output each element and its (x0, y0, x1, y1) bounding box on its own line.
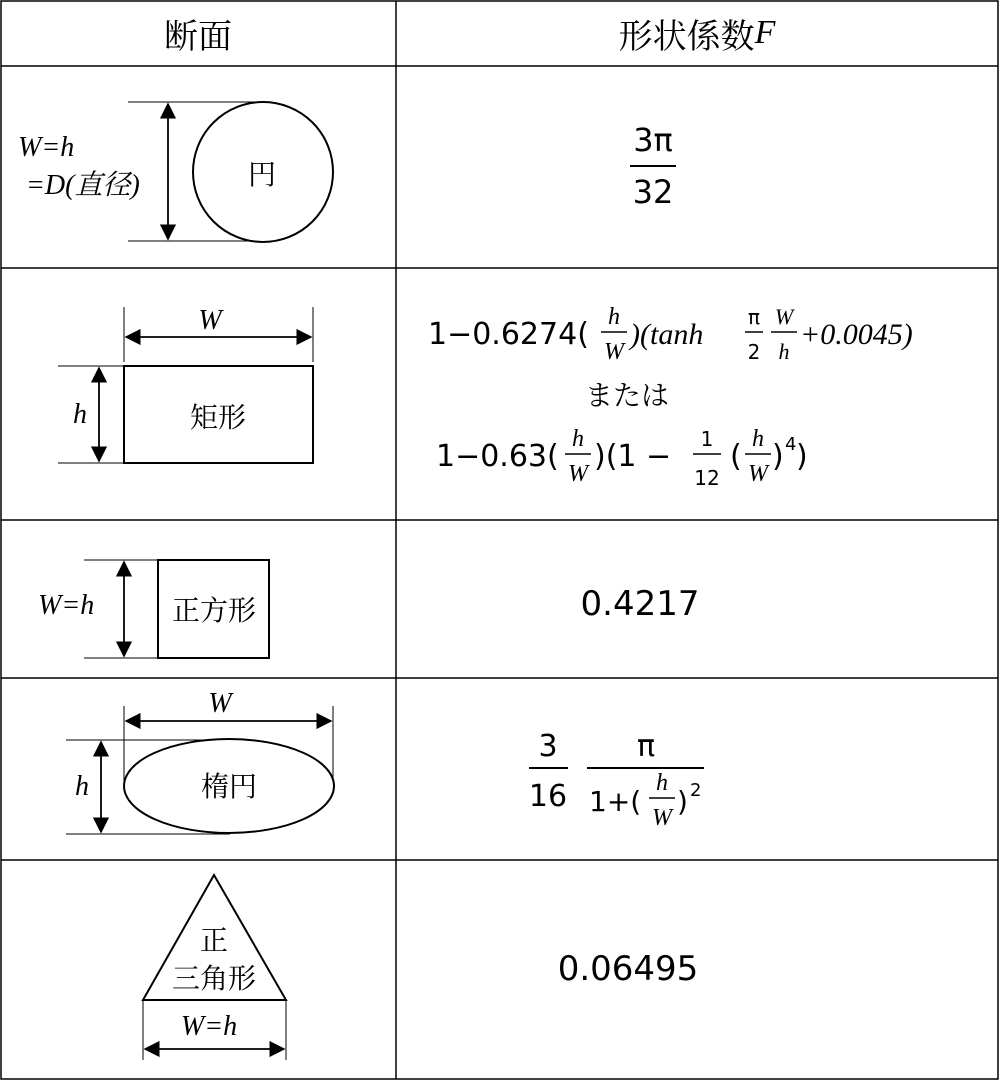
rect-f2-open: ( (730, 439, 742, 474)
ellipse-f-b-den-exp: 2 (690, 780, 702, 801)
rect-f2-end: ) (796, 439, 808, 474)
ellipse-formula (529, 729, 704, 831)
ellipse-diagram (66, 688, 334, 834)
header-factor-label: 形状係数 (618, 16, 755, 57)
rect-or-text: または (584, 379, 670, 412)
ellipse-dim-w: W (208, 688, 232, 719)
square-dim: W=h (38, 590, 95, 621)
rect-f2-frac-den: W (568, 461, 588, 487)
header-section-label: 断面 (164, 16, 232, 57)
rect-f2-frac2-den: W (748, 461, 768, 487)
ellipse-f-b-den-num: h (656, 770, 668, 796)
square-diagram (38, 560, 269, 658)
square-label: 正方形 (171, 594, 257, 627)
rect-f2-close: ) (772, 439, 784, 474)
rect-f1-pi-den: 2 (747, 340, 761, 364)
circle-formula-den: 32 (632, 173, 674, 211)
header-factor (396, 0, 998, 66)
rect-f2-lead: 1−0.63( (436, 439, 559, 474)
rect-dim-w: W (198, 305, 222, 336)
rect-formula-line1 (428, 304, 913, 365)
triangle-label-line2: 三角形 (171, 962, 257, 995)
rect-f2-frac-num: h (572, 426, 584, 452)
rect-f1-wh-den: h (778, 339, 790, 364)
rect-f2-exp: 4 (785, 434, 797, 455)
rect-f2-frac2-num: h (752, 426, 764, 452)
circle-formula (630, 121, 676, 211)
rect-f1-frac-num: h (608, 304, 620, 330)
rect-dim-h: h (73, 399, 87, 430)
rect-formula-line2 (436, 426, 808, 490)
ellipse-label: 楕円 (200, 770, 258, 803)
triangle-label-line1: 正 (199, 924, 229, 957)
circle-dim-line1: W=h (18, 132, 75, 163)
rect-f1-mid: )(tanh (630, 318, 704, 351)
circle-label: 円 (247, 158, 277, 191)
rect-f1-pi-num: π (747, 305, 761, 329)
triangle-value: 0.06495 (557, 949, 699, 989)
rect-f1-tail: +0.0045) (800, 318, 913, 351)
circle-diagram (18, 102, 333, 242)
ellipse-f-b-den-lead: 1+( (589, 785, 642, 818)
ellipse-f-a-num: 3 (538, 729, 558, 764)
circle-formula-num: 3π (633, 121, 673, 159)
rect-f2-c-den: 12 (694, 466, 720, 490)
ellipse-f-b-num: π (636, 729, 656, 764)
header-factor-symbol: F (754, 14, 776, 51)
header-section (0, 0, 396, 66)
ellipse-f-a-den: 16 (528, 779, 568, 814)
square-value: 0.4217 (580, 584, 700, 624)
rect-label: 矩形 (189, 401, 247, 434)
rect-f1-frac-den: W (604, 339, 624, 365)
ellipse-f-b-den-den: W (652, 805, 672, 831)
circle-dim-line2: =D(直径) (26, 170, 140, 201)
triangle-diagram (143, 875, 286, 1060)
triangle-dim-w: W=h (180, 1011, 238, 1042)
rectangle-diagram (58, 305, 313, 463)
rect-f1-wh-num: W (774, 304, 794, 329)
ellipse-dim-h: h (75, 771, 89, 802)
ellipse-f-b-den-close: ) (677, 785, 688, 818)
rect-f1-lead: 1−0.6274( (428, 317, 589, 352)
rect-f2-c-num: 1 (700, 427, 714, 451)
rect-f2-mid: )(1 − (594, 439, 672, 474)
